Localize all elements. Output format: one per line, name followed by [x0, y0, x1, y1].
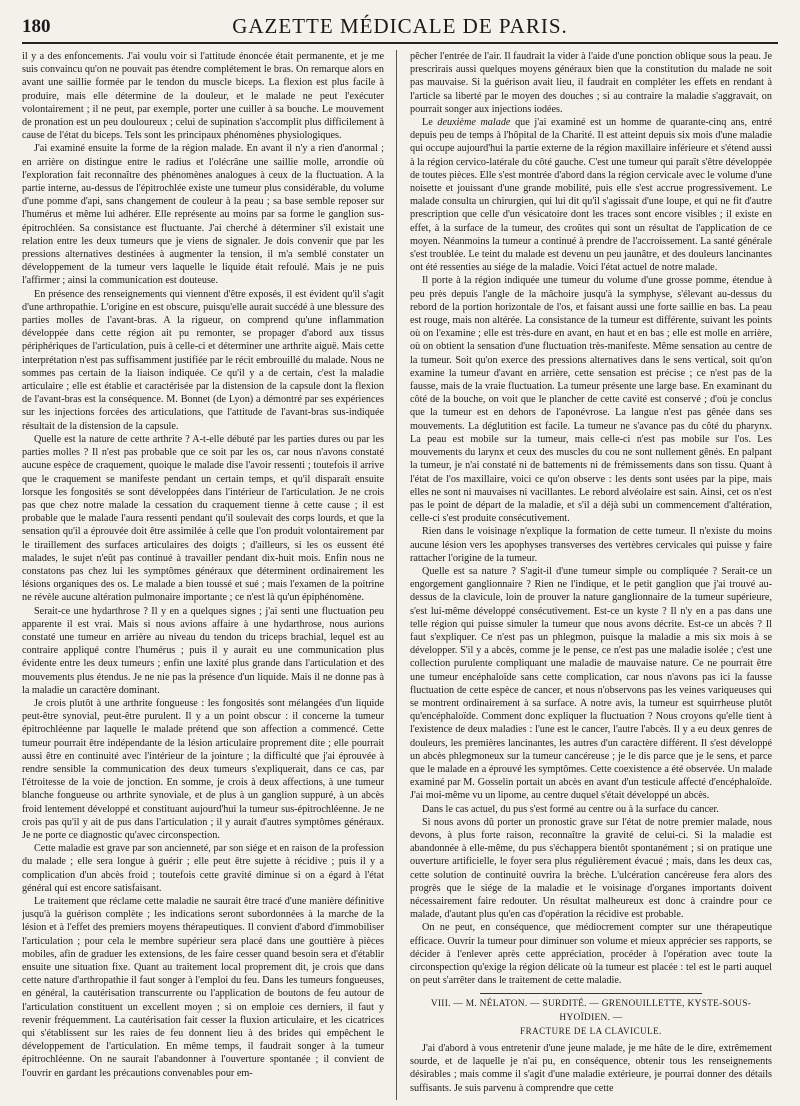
paragraph: Cette maladie est grave par son ancienneté, par son siége et en raison de la profession du malade ; elle sera longue à guérir ; elle peut être sujette à récidive ; puis il y a complication d'un abcès froid ; toutefois cette gravité diminue si on a égard à l'état général qui est encore satisfaisant. [22, 843, 384, 894]
page-header [22, 14, 778, 40]
column-divider [396, 50, 397, 1100]
paragraph: Quelle est la nature de cette arthrite ? A-t-elle débuté par les parties dures ou par les parties molles ? Il n'est pas probable que ce soit par les os, car nous n'avons constaté aucune espèce de craquement, quoique le malade dise l'avoir ressenti ; toutefois il arrive que le craquement se manifeste pendant un certain temps, et qu'il disparaît ensuite lorsque les fongosités se sont développées dans l'intérieur de l'articulation. Je ne crois pas que chez notre malade la cessation du craquement tienne à cette cause ; il est probable que le malade l'aura ressenti pendant qu'il soulevait des corps lourds, et que la sensation qu'il a éprouvée doit être assimilée à celle que l'on produit volontairement par le tiraillement des surfaces articulaires des doigts ; d'ailleurs, si les os eussent été malades, le sujet n'eût pas continué à travailler pendant dix-huit mois. Enfin nous ne constatons pas chez lui les symptômes généraux que déterminent ordinairement les lésions organiques des os. Le malade a bien toussé et sué ; mais l'examen de la poitrine ne révèle aucune altération pulmonaire importante ; ce n'est là qu'un épiphénomène. [22, 433, 384, 604]
section-heading: VIII. — M. NÉLATON. — SURDITÉ. — GRENOUILLETTE, KYSTE-SOUS-HYOÏDIEN. — [430, 999, 752, 1023]
paragraph: Il porte à la région indiquée une tumeur du volume d'une grosse pomme, étendue à peu près depuis l'angle de la mâchoire jusqu'à la symphyse, s'élevant au-dessus du rebord de la portion horizontale de l'os, et faisant aussi une forte saillie en bas. La peau est rouge, mais non altérée. La consistance de la tumeur est différente, suivant les points où on l'examine ; elle est très-dure en avant, en haut et en bas ; elle est molle en arrière, où on obtient la sensation d'une fluctuation très-manifeste. Même sensation au centre de la tumeur. Soit qu'on exerce des pressions alternatives dans le sens vertical, soit qu'on examine la tumeur d'avant en arrière, cette sensation est précise ; ce n'est pas de la fausse, mais de la vraie fluctuation. La tumeur présente une large base. En examinant du côté de la bouche, on voit que le plancher de cette cavité est conservé ; d'où je conclus que la tumeur est en dehors de l'aponévrose. La langue n'est pas gênée dans ses mouvements. La déglutition est facile. La tumeur ne s'avance pas du côté du pharynx. La peau est mobile sur la tumeur, mais celle-ci n'est pas mobile sur l'os. Les mouvements du larynx et ceux des muscles du cou ne sont nullement gênés. En palpant la tumeur, je n'ai constaté ni de battements ni de frémissements dans son tissu. Quant à l'état de l'os maxillaire, voici ce qu'on observe : les dents sont usées par la pipe, mais elles ne sont ni mauvaises ni vacillantes. Le rebord alvéolaire est sain. Ainsi, cet os n'est pas le point de départ de la maladie, et s'il a déjà subi un commencement d'altération, celle-ci s'est produite consécutivement. [410, 275, 772, 525]
paragraph: pêcher l'entrée de l'air. Il faudrait la vider à l'aide d'une ponction oblique sous la peau. Je prescrirais aussi quelques moyens généraux bien que la constitution du malade ne soit pas mauvaise. Si la guérison avait lieu, il faudrait en compléter les effets en rendant à l'article sa liberté par le moyen des douches ; si au contraire la maladie s'aggravait, on pourrait songer aux injections iodées. [410, 51, 772, 115]
paragraph: On ne peut, en conséquence, que médiocrement compter sur une thérapeutique efficace. Ouvrir la tumeur pour diminuer son volume et mieux apprécier ses rapports, se décider à l'enlever après cette appréciation, procéder à l'opération avec toute la circonspection qu'exige la région délicate où la tumeur est placée : tel est le parti auquel on peut s'arrêter dans le traitement de cette maladie. [410, 922, 772, 987]
section-subheading: FRACTURE DE LA CLAVICULE. [520, 1025, 662, 1036]
paragraph-second-patient [410, 116, 772, 274]
left-column [22, 50, 384, 1100]
paragraph: Rien dans le voisinage n'explique la formation de cette tumeur. Il n'existe du moins aucune lésion vers les apophyses transverses des vertèbres cervicales qui puisse y faire rattacher l'origine de la tumeur. [410, 526, 772, 564]
paragraph-body: que j'ai examiné est un homme de quarante-cinq ans, entré depuis peu de temps à l'hôpital de la Charité. Il est atteint depuis six mois d'une maladie qui occupe aujourd'hui la partie externe de la région maxillaire inférieure et s'étend aussi à la région cervico-latérale du côté gauche. C'est une tumeur qui paraît s'être développée de toutes pièces. Elle s'est montrée d'abord dans la région cervicale avec le volume d'une noisette et jouissant d'une grande mobilité, puis elle s'est accrue progressivement. Le malade consulta un chirurgien, qui lui dit qu'il s'agissait d'une loupe, et qui ne fit d'autre prescription que celle d'un vésicatoire dont les traces sont encore visibles ; il existe en effet, à la surface de la tumeur, des croûtes qui sont un résultat de l'application de ce moyen. Néanmoins la tumeur a continué à prendre de l'accroissement. La santé générale s'est troublée. Le teint du malade est devenu un peu jaunâtre, et des douleurs lancinantes ont été ressenties au siége de la maladie. Voici l'état actuel de notre malade. [410, 117, 772, 274]
journal-title: GAZETTE MÉDICALE DE PARIS. [232, 14, 568, 38]
paragraph: En présence des renseignements qui viennent d'être exposés, il est évident qu'il s'agit d'une arthropathie. L'origine en est obscure, puisqu'elle aurait succédé à une blessure des parties molles de l'avant-bras. A la rigueur, on comprend qu'une inflammation développée dans cette région ait pu remonter, se propager d'abord aux tissus périphériques de l'articulation, puis à celle-ci et déterminer une arthrite aiguë. Mais cette interprétation n'est pas suffisamment justifiée par le récit embrouillé du malade. Nous ne sommes pas certain de la liaison indiquée. Ce qu'il y a de certain, c'est la maladie articulaire ; elle est établie et caractérisée par la distension de la capsule dont la flexion de l'avant-bras est la conséquence. M. Bonnet (de Lyon) a démontré par ses expériences sur les injections forcées des articulations, que l'attitude de l'avant-bras sus-indiquée résultait de la distension de la capsule. [22, 288, 384, 432]
paragraph: J'ai examiné ensuite la forme de la région malade. En avant il n'y a rien d'anormal ; en arrière on distingue entre le radius et l'olécrâne une saillie molle, arrondie où l'exploration fait reconnaître des phénomènes analogues à ceux de la fluctuation. A la partie interne, au-dessus de l'épitrochlée existe une tumeur plus considérable, du volume d'une pomme d'api, sans changement de couleur à la peau ; sa base semble reposer sur l'humérus et même lui adhérer. Elle représente au moins par sa forme le ganglion sus-épitrochléen. Sa consistance est fluctuante. J'ai cherché à déterminer s'il existait une relation entre les deux tumeurs que je viens de signaler. Je dois convenir que par les pressions alternatives destinées à augmenter la tension, il m'a semblé constater un développement de la tumeur vers laquelle le liquide était refoulé. Mais je ne puis l'affirmer ; ainsi la communication est douteuse. [22, 143, 384, 287]
paragraph: Je crois plutôt à une arthrite fongueuse : les fongosités sont mélangées d'un liquide peut-être synovial, peut-être purulent. Il y a un point obscur : il concerne la tumeur épitrochléenne par laquelle le malade prétend que son affection a commencé. Cette tumeur pourrait être indépendante de la lésion articulaire proprement dite ; elle pourrait aussi être en continuité avec l'intérieur de la jointure ; la difficulté que j'ai éprouvée à rendre sensible la communication des deux tumeurs s'expliquerait, dans ce cas, par l'étroitesse de la voie de jonction. En somme, je crois à deux affections, à une tumeur blanche fongueuse ou arthrite synoviale, et de plus à un ganglion suppuré, à un abcès froid lentement développé et constituant aujourd'hui la tumeur sus-épitrochléenne. Je ne crois pas qu'il y ait de pus dans l'articulation ; il y aurait d'autres symptômes généraux. Je ne porte ce diagnostic qu'avec circonspection. [22, 697, 384, 841]
header-rule [22, 42, 778, 44]
page-number: 180 [22, 16, 51, 37]
paragraph: Serait-ce une hydarthrose ? Il y en a quelques signes ; j'ai senti une fluctuation peu apparente il est vrai. Mais si nous avions affaire à une hydarthrose, nous aurions constaté une tumeur en arrière au niveau du tendon du triceps brachial, lequel est au contraire appliqué contre l'humérus ; puis il y aurait eu une communication plus évidente entre les deux tumeurs ; enfin une laxité plus grande dans l'articulation et des mouvements plus étendus. Je ne nie pas la présence d'un liquide. Mais il ne donne pas à la maladie un caractère dominant. [22, 605, 384, 696]
paragraph: il y a des enfoncements. J'ai voulu voir si l'attitude énoncée était permanente, et je me suis convaincu qu'on ne pouvait pas étendre complétement le bras. On remarque alors en avant une saillie formée par le tendon du muscle biceps. La flexion est plus facile à produire, mais elle détermine de la douleur, et le malade ne peut l'exécuter volontairement ; il ne peut, par exemple, porter une cuiller à sa bouche. Le mouvement de pronation est un peu douloureux ; celui de supination s'accomplit plus difficilement à cause de l'état du biceps. Tels sont les principaux phénomènes physiologiques. [22, 51, 384, 142]
right-column [410, 50, 772, 1100]
paragraph: J'ai d'abord à vous entretenir d'une jeune malade, je me hâte de le dire, extrêmement sourde, et de laquelle je n'ai pu, en conséquence, obtenir tous les renseignements désirables ; mais comme il s'agit d'une maladie extérieure, je pourrai donner des détails suffisants. Je suis parvenu à comprendre que cette [410, 1043, 772, 1094]
paragraph: Quelle est sa nature ? S'agit-il d'une tumeur simple ou compliquée ? Serait-ce un engorgement ganglionnaire ? Rien ne l'indique, et le petit ganglion que j'ai trouvé au-dessus de la clavicule, loin de prouver la nature ganglionnaire de la tumeur supérieure, s'est lui-même développé consécutivement. Est-ce un kyste ? Il n'y en a pas dans une telle région qui puisse simuler la tumeur que nous avons décrite. Est-ce un abcès ? Il faut s'expliquer. Ce n'est pas un phlegmon, puisque la maladie a mis six mois à se développer. S'il y a abcès, comme je le pense, ce n'est pas une maladie isolée ; c'est une collection purulente compliquant une maladie de mauvaise nature. Ce ne pourrait être une tumeur encéphaloïde sans cette complication, car nous n'avons pas ici la fausse fluctuation de cette espèce de cancer, et nous n'observons pas les veines variqueuses qui se montrent ordinairement à sa surface. A notre avis, la tumeur est squirrheuse plutôt qu'encéphaloïde. Comment donc expliquer la fluctuation ? Nous croyons qu'elle tient à l'existence de deux maladies : l'une est le cancer, l'autre l'abcès. Il y a eu deux genres de douleurs, les premières lancinantes, les autres d'un caractère différent. Il s'est développé un abcès phlegmoneux sur la tumeur cancéreuse ; je le dis parce que je le sens, et parce que le malade en a éprouvé les symptômes. Cette coexistence a été observée. Un malade examiné par M. Gosselin portait un abcès en avant d'un testicule affecté d'encéphaloïde. J'ai moi-même vu un lipome, au centre duquel s'était développé un abcès. [410, 565, 772, 802]
emphasis: deuxième malade [437, 117, 511, 129]
paragraph: Dans le cas actuel, du pus s'est formé au centre ou à la surface du cancer. [422, 803, 719, 815]
paragraph-lead: Le [422, 117, 438, 129]
paragraph: Le traitement que réclame cette maladie ne saurait être tracé d'une manière définitive jusqu'à la guérison complète ; les indications seront subordonnées à la marche de la lésion et à l'effet des premiers moyens thérapeutiques. Il convient d'abord d'immobiliser l'articulation ; pour cela le membre supérieur sera placé dans une gouttière à pièces mobiles, afin de graduer les extensions, de les faire cesser quand besoin sera et d'établir ensuite une situation fixe. Quant au traitement local proprement dit, je crois que dans cette nature d'arthropathie il faut songer à l'emploi du feu. Dans les tumeurs fongueuses, en général, la cautérisation transcurrente ou l'application de boutons de feu autour de l'articulation constituent un excellent moyen ; si on emploie ces derniers, il faut y revenir fréquemment. La cautérisation fait cesser la fluxion articulaire, et les cicatrices qui s'établissent sur les raies de feu donnent lieu à des brides qui empêchent le développement de l'articulation. En même temps, il faudrait songer à la tumeur épitrochléenne. On ne saurait l'abandonner à l'ouverture spontanée ; il convient de l'ouvrir en gardant les précautions convenables pour em- [22, 896, 384, 1079]
paragraph: Si nous avons dû porter un pronostic grave sur l'état de notre premier malade, nous devons, à plus forte raison, reconnaître la gravité de celui-ci. Si la maladie est abandonnée à elle-même, du pus s'échappera bientôt spontanément ; si on pratique une ouverture artificielle, le foyer sera plus régulièrement évacué ; mais, dans les deux cas, cette solution de continuité ouvrira la brèche. L'ulcération cancéreuse fera alors des progrès que le siége de la maladie et le voisinage d'organes importants doivent nécessairement faire redouter. Un résultat malheureux est donc à craindre pour ce malade, d'autant plus qu'en cas d'opération la récidive est probable. [410, 816, 772, 921]
section-separator [480, 993, 702, 994]
